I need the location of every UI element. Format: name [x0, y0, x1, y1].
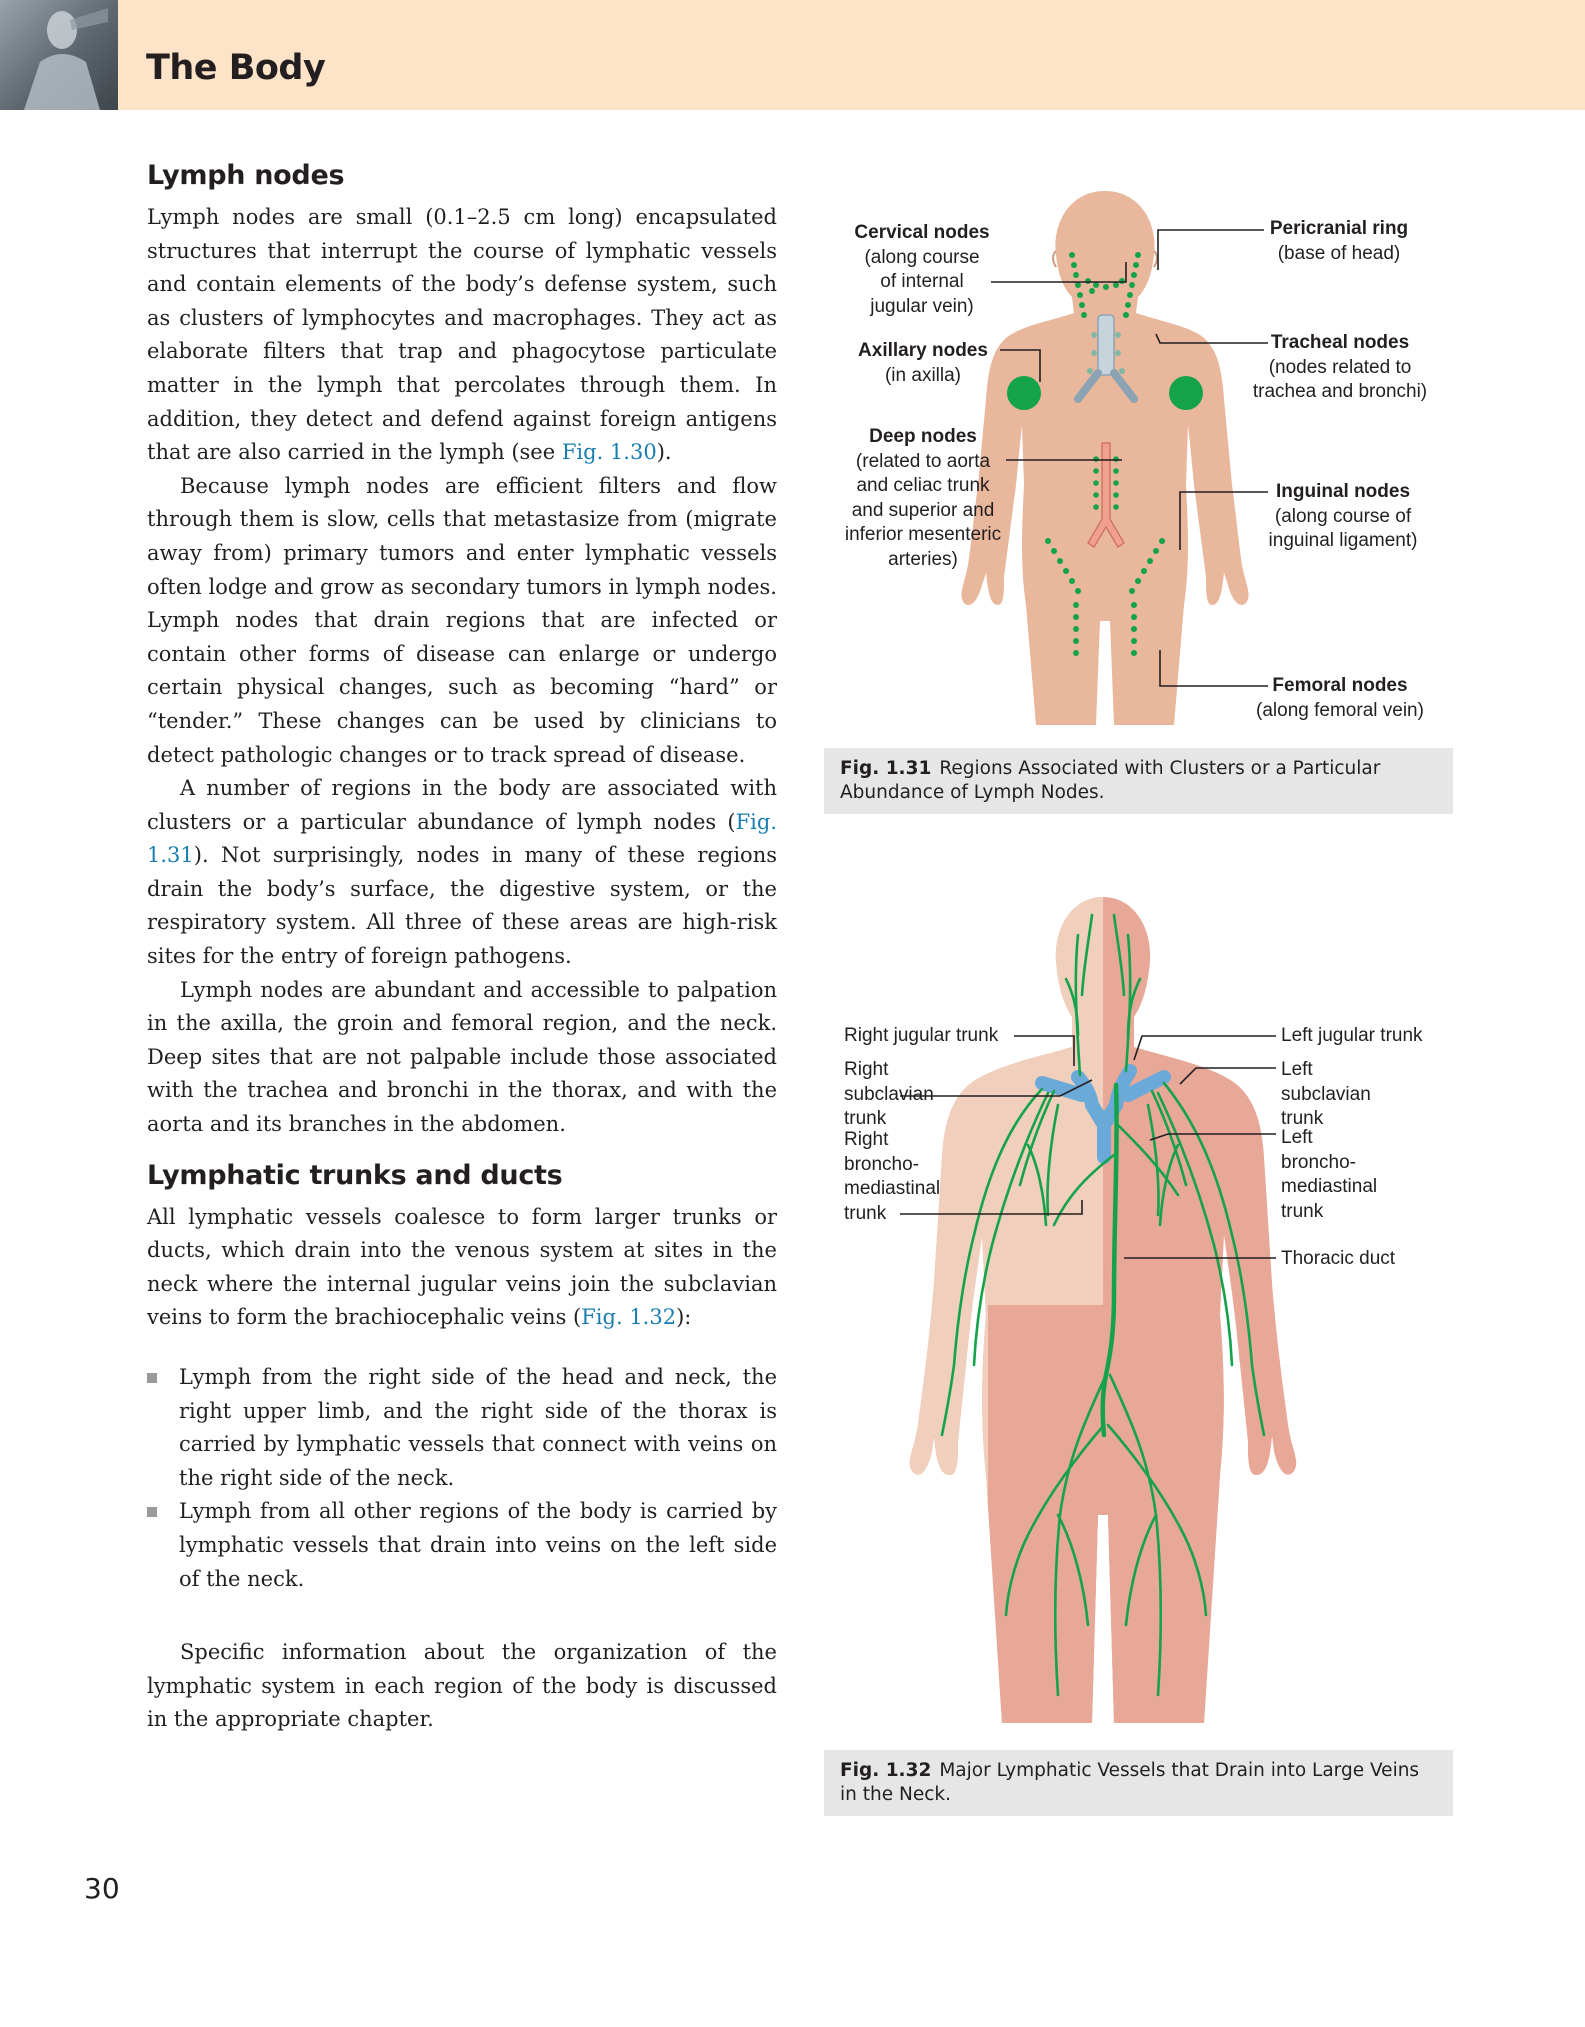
- label-title: Femoral nodes: [1272, 675, 1408, 696]
- label-title: Axillary nodes: [858, 340, 988, 361]
- label-title: Inguinal nodes: [1275, 481, 1411, 502]
- bullet-square-icon: [147, 1507, 157, 1517]
- paragraph-text: A number of regions in the body are associated with clusters or a particular abundance of lymph nodes (: [147, 776, 777, 834]
- label-right-subclavian-trunk: Right subclavian trunk: [844, 1059, 934, 1129]
- label-title: Cervical nodes: [854, 222, 990, 243]
- label-description: (base of head): [1277, 242, 1401, 264]
- paragraph-text: Lymph nodes are small (0.1–2.5 cm long) encapsulated structures that interrupt the course of lymphatic vessels and contain elements of the body’s defense system, such as clusters of lymphocytes and macrophages. They act as elaborate filters that trap and phagocytose particulate matter in the lymph that percolates through them. In addition, they detect and defend against foreign antigens that are also carried in the lymph (see: [147, 205, 777, 465]
- figure-1-32-caption: [824, 1750, 1453, 1816]
- page-number: 30: [84, 1872, 120, 1905]
- label-description: (along femoral vein): [1256, 699, 1424, 721]
- caption-text: Major Lymphatic Vessels that Drain into Large Veins in the Neck.: [840, 1760, 1420, 1805]
- label-title: Tracheal nodes: [1270, 332, 1410, 353]
- label-description: (along course of internal jugular vein): [864, 246, 980, 317]
- figure-number: Fig. 1.32: [840, 1760, 932, 1781]
- list-item-text: Lymph from the right side of the head and neck, the right upper limb, and the right side of the thorax is carried by lymphatic vessels that connect with veins on the right side of the neck.: [179, 1365, 777, 1490]
- label-description: (nodes related to trachea and bronchi): [1252, 356, 1428, 402]
- label-description: (related to aorta and celiac trunk and superior and inferior mesenteric arteries): [844, 450, 1002, 570]
- section-heading-lymphatic-trunks: Lymphatic trunks and ducts: [147, 1159, 563, 1191]
- label-description: (along course of inguinal ligament): [1268, 505, 1418, 551]
- bullet-list: [147, 1361, 777, 1596]
- figure-number: Fig. 1.31: [840, 758, 932, 779]
- section-heading-lymph-nodes: Lymph nodes: [147, 160, 345, 191]
- chapter-title: The Body: [146, 48, 326, 88]
- figure-link[interactable]: Fig. 1.31: [147, 809, 777, 868]
- list-item-text: Lymph from all other regions of the body is carried by lymphatic vessels that drain into veins on the left side of the neck.: [179, 1499, 777, 1591]
- bullet-square-icon: [147, 1373, 157, 1383]
- label-left-jugular-trunk: Left jugular trunk: [1281, 1025, 1423, 1046]
- paragraph: Lymph nodes are abundant and accessible to palpation in the axilla, the groin and femoral region, and the neck. Deep sites that are not palpable include those associated with the trachea and bronchi in the thorax, and with the aorta and its branches in the abdomen.: [147, 977, 777, 1137]
- paragraph: Because lymph nodes are efficient filters and flow through them is slow, cells that metastasize from (migrate away from) primary tumors and enter lymphatic vessels often lodge and grow as secondary tumors in lymph nodes. Lymph nodes that drain regions that are infected or contain other forms of disease can enlarge or undergo certain physical changes, such as becoming “hard” or “tender.” These changes can be used by clinicians to detect pathologic changes or to track spread of disease.: [147, 473, 777, 767]
- label-title: Pericranial ring: [1269, 218, 1409, 239]
- label-left-subclavian-trunk: Left subclavian trunk: [1281, 1059, 1371, 1129]
- label-right-jugular-trunk: Right jugular trunk: [844, 1025, 999, 1046]
- label-description: (in axilla): [884, 364, 962, 386]
- paragraph-text: ).: [656, 440, 672, 465]
- label-title: Deep nodes: [869, 426, 977, 447]
- label-right-bronchomediastinal-trunk: Right broncho- mediastinal trunk: [844, 1129, 941, 1224]
- paragraph: Specific information about the organization of the lymphatic system in each region of the body is discussed in the appropriate chapter.: [147, 1640, 777, 1732]
- paragraph-text: ):: [676, 1305, 692, 1330]
- paragraph-text: All lymphatic vessels coalesce to form larger trunks or ducts, which drain into the venous system at sites in the neck where the internal jugular veins join the subclavian veins to form the brachiocephalic veins (: [147, 1204, 777, 1330]
- label-thoracic-duct: Thoracic duct: [1281, 1248, 1396, 1269]
- figure-link[interactable]: Fig. 1.32: [581, 1305, 677, 1330]
- list-item: [147, 1495, 777, 1596]
- caption-text: Regions Associated with Clusters or a Particular Abundance of Lymph Nodes.: [840, 758, 1381, 803]
- figure-link[interactable]: Fig. 1.30: [561, 440, 657, 465]
- list-item: [147, 1361, 777, 1495]
- paragraph-text: ). Not surprisingly, nodes in many of these regions drain the body’s surface, the digestive system, or the respiratory system. All three of these areas are high-risk sites for the entry of foreign pathogens.: [147, 843, 777, 969]
- label-left-bronchomediastinal-trunk: Left broncho- mediastinal trunk: [1281, 1127, 1378, 1222]
